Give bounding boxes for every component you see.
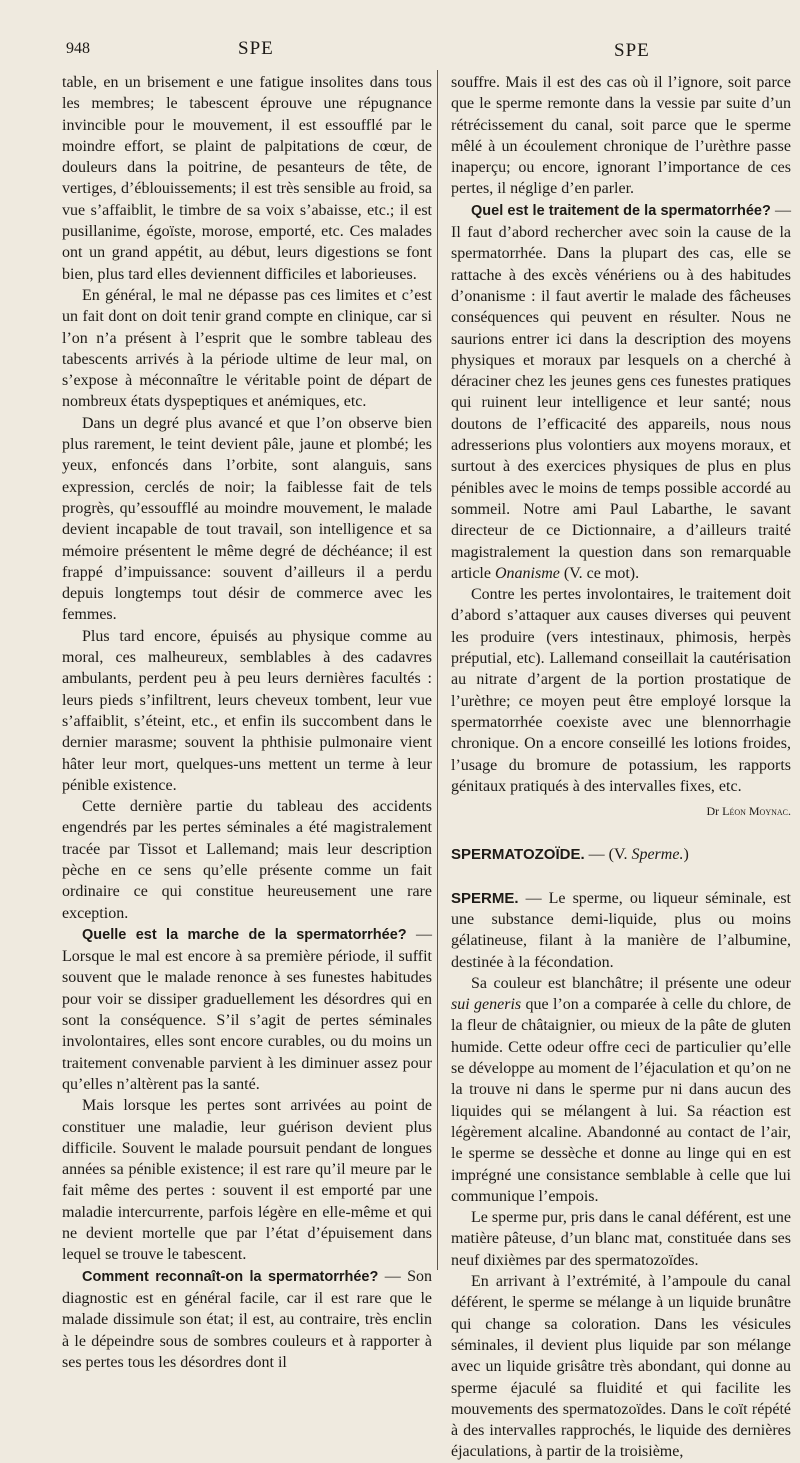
- paragraph: table, en un brisement e une fatigue insolites dans tous les membres; le tabescent éprouve une répugnance invincible pour le mouvement, il est essoufflé par le moindre effort, se plaint de palpitations de cœur, de douleurs dans la poitrine, de pesanteurs de tête, de vertiges, d’éblouissements; il est très sensible au froid, sa vue s’affaiblit, le timbre de sa voix s’abaisse, etc.; il est pusillanime, égoïste, morose, emporté, etc. Ces malades ont un grand appétit, au début, leurs digestions se font bien, plus tard elles deviennent difficiles et laborieuses.: [62, 74, 432, 283]
- column-divider: [437, 70, 438, 1270]
- page-number: 948: [66, 40, 90, 57]
- entry-text: ): [683, 846, 689, 864]
- paragraph-text: Sa couleur est blanchâtre; il présente une odeur: [471, 974, 791, 992]
- spacer: [451, 866, 791, 888]
- paragraph: Mais lorsque les pertes sont arrivées au point de constituer une maladie, leur guérison devient plus difficile. Souvent le malade poursuit pendant de longues années sa pénible existence; il est rare qu’il meure par le fait même des pertes : souvent il est emporté par une maladie intercurrente, parfois légère en elle-même et qui ne devient mortelle que par l’état d’épuisement dans lequel se trouve le tabescent.: [62, 1097, 432, 1264]
- running-head-left: SPE: [238, 38, 274, 59]
- page-header: [0, 36, 800, 66]
- paragraph: Cette dernière partie du tableau des accidents engendrés par les pertes séminales a été magistralement tracée par Tissot et Lallemand; mais leur description pèche en ce sens qu’elle présente comme un fait ordinaire ce qui constitue heureusement une rare exception.: [62, 798, 432, 922]
- question-heading: Quelle est la marche de la spermatorrhée?: [82, 926, 407, 943]
- paragraph: souffre. Mais il est des cas où il l’ignore, soit parce que le sperme remonte dans la vessie par suite d’un rétrécissement du canal, soit parce que le sperme mêlé à un écoulement chronique de l’urèthre passe inaperçu; ou encore, ignorant l’importance de ces pertes, il néglige d’en parler.: [451, 74, 791, 198]
- cross-reference: Onanisme: [494, 564, 560, 582]
- paragraph: Contre les pertes involontaires, le traitement doit d’abord s’attaquer aux causes diverses qui peuvent les produire (vers intestinaux, phimosis, herpès préputial, etc). Lallemand conseillait la cautérisation au nitrate d’argent de la portion prostatique de l’urèthre; ce moyen peut être employé lorsque la spermatorrhée coexiste avec une blennorrhagie chronique. On a encore conseillé les lotions froides, l’usage du bromure de potassium, les rapports génitaux pratiqués à des intervalles fixes, etc.: [451, 586, 791, 795]
- paragraph-text: que l’on a comparée à celle du chlore, de la fleur de châtaignier, ou mieux de la pâte de gluten humide. Cette odeur offre ceci de particulier qu’elle se développe au moment de l’éjaculation et qu’on ne la trouve ni dans le sperme pur ni dans aucun des liquides qui se mélangent à lui. Sa réaction est légèrement alcaline. Abandonné au contact de l’air, le sperme se dessèche et donne au linge qui en est imprégné une consistance semblable à celle que lui communique l’empois.: [451, 996, 792, 1205]
- paragraph: [62, 924, 432, 1095]
- left-column: [62, 72, 432, 1373]
- cross-reference: Sperme.: [631, 846, 684, 864]
- author-signature: [451, 801, 791, 822]
- question-heading: Comment reconnaît-on la spermatorrhée?: [82, 1268, 379, 1285]
- running-head-right: SPE: [614, 40, 650, 61]
- paragraph-text: — Il faut d’abord rechercher avec soin la cause de la spermatorrhée. Dans la plupart des cas, elle se rattache à des excès vénériens ou à des habitudes d’onanisme : il faut avertir le malade des fâcheuses conséquences qui peuvent en résulter. Nous ne saurions entrer ici dans la description des moyens physiques et moraux par lesquels on a cherché à déraciner chez les jeunes gens ces funestes pratiques qui ruinent leur intelligence et leur santé; nous doutons de l’efficacité des appareils, nous nous adresserions plus volontiers aux moyens moraux, et surtout à des exercices physiques de plus en plus pénibles avec le moins de temps possible accordé au sommeil. Notre ami Paul Labarthe, le savant directeur de ce Dictionnaire, a d’ailleurs traité magistralement la question dans son remarquable article: [451, 201, 792, 582]
- entry-text: — Le sperme, ou liqueur séminale, est une substance demi-liquide, plus ou moins gélatineuse, filant à la manière de l’albumine, destinée à la fécondation.: [451, 889, 791, 971]
- paragraph: Dans un degré plus avancé et que l’on observe bien plus rarement, le teint devient pâle, jaune et plombé; les yeux, enfoncés dans l’orbite, sont alanguis, sans expression, cerclés de noir; la faiblesse fait de tels progrès, qu’essoufflé au moindre mouvement, le malade devient incapable de tout travail, son intelligence et sa mémoire présentent le même degré de déchéance; il est frappé d’impuissance: souvent d’ailleurs il a perdu depuis longtemps tout désir de commerce avec les femmes.: [62, 414, 432, 624]
- paragraph: Plus tard encore, épuisés au physique comme au moral, ces malheureux, semblables à des cadavres ambulants, perdent peu à peu leurs dernières facultés : leurs pieds s’infiltrent, leurs cheveux tombent, leur vue s’affaiblit, s’éteint, etc., et enfin ils succombent dans le dernier marasme; souvent la phthisie pulmonaire vient hâter leur mort, quelques-uns mettent un terme à leur pénible existence.: [62, 627, 432, 794]
- entry-headword: SPERME.: [451, 889, 519, 907]
- paragraph-text: — Son diagnostic est en général facile, car il est rare que le malade dissimule son état; il est, au contraire, très enclin à le dépeindre sous de sombres couleurs et à rapporter à ses pertes tous les désordres dont il: [62, 1267, 432, 1371]
- paragraph: [62, 1266, 432, 1373]
- question-heading: Quel est le traitement de la spermatorrhée?: [471, 202, 771, 219]
- right-column: [451, 72, 791, 1463]
- paragraph: [451, 973, 791, 1207]
- paragraph: Le sperme pur, pris dans le canal déférent, est une matière pâteuse, d’un blanc mat, constituée dans ses neuf dixièmes par des spermatozoïdes.: [451, 1209, 791, 1269]
- paragraph-text: — Lorsque le mal est encore à sa première période, il suffit souvent que le malade renonce à ses funestes habitudes pour voir se dissiper graduellement les désordres qui en sont la conséquence. S’il s’agit de pertes séminales involontaires, elles sont encore curables, ou du moins un traitement convenable parvient à les diminuer assez pour qu’elles n’altèrent pas la santé.: [62, 925, 433, 1093]
- paragraph: En arrivant à l’extrémité, à l’ampoule du canal déférent, le sperme se mélange à un liquide brunâtre qui change sa coloration. Dans les vésicules séminales, il devient plus liquide par son mélange avec un liquide grisâtre très abondant, qui donne au sperme éjaculé sa fluidité et qui facilite les mouvements des spermatozoïdes. Dans le coït répété à des intervalles rapprochés, le liquide des dernières éjaculations, à partir de la troisième,: [451, 1273, 791, 1461]
- entry-text: — (V.: [584, 846, 632, 864]
- spacer: [451, 822, 791, 844]
- entry-sperme: [451, 888, 791, 973]
- paragraph: [451, 200, 791, 584]
- latin-phrase: sui generis: [451, 996, 522, 1014]
- paragraph-text: (V. ce mot).: [559, 564, 640, 582]
- signature-prefix: Dr: [706, 804, 723, 819]
- signature-name: Léon Moynac.: [722, 804, 791, 819]
- entry-headword: SPERMATOZOÏDE.: [451, 846, 585, 864]
- paragraph: En général, le mal ne dépasse pas ces limites et c’est un fait dont on doit tenir grand compte en clinique, car si l’on n’a présent à l’esprit que le sombre tableau des tabescents arrivés à la période ultime de leur mal, on s’expose à méconnaître le véritable point de départ de nombreux états dyspeptiques et anémiques, etc.: [62, 286, 432, 411]
- entry-spermatozoide: [451, 844, 791, 865]
